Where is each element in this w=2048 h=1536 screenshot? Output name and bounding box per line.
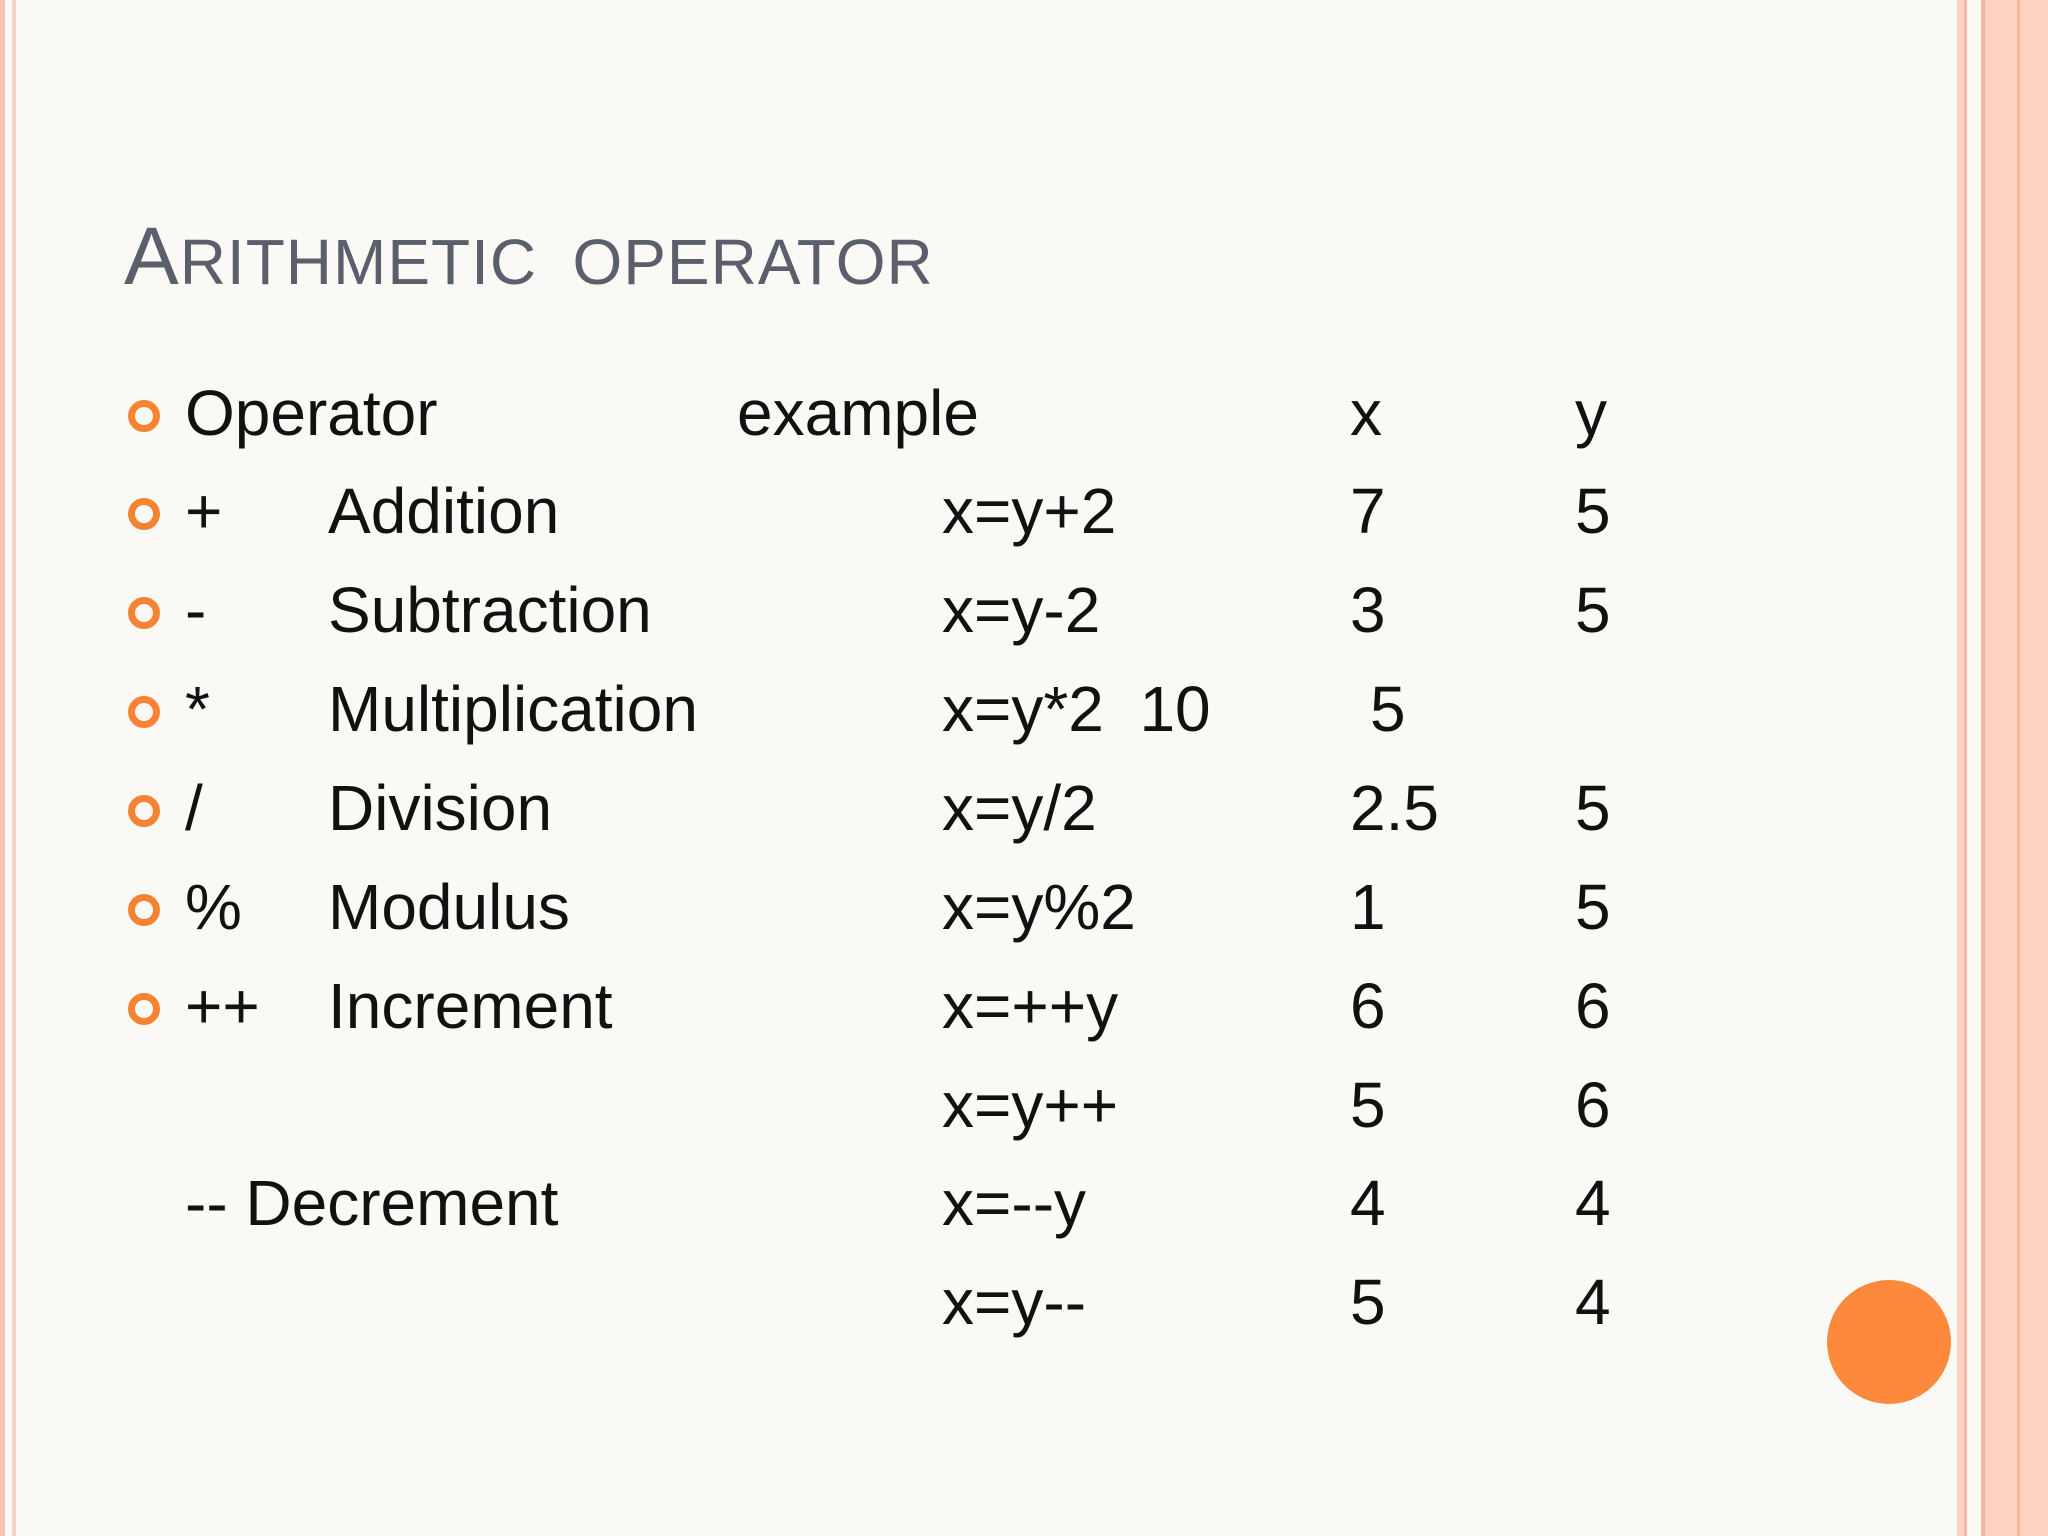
operator-symbol: +: [185, 475, 223, 547]
bullet-icon: [128, 400, 160, 432]
operator-name: Division: [328, 772, 553, 844]
operator-example: x=y++: [942, 1069, 1119, 1141]
operator-row: [0, 961, 1900, 1051]
operator-example: x=y+2: [942, 475, 1117, 547]
header-x: x: [1350, 377, 1382, 449]
bullet-icon: [128, 993, 160, 1025]
y-value: 5: [1575, 871, 1611, 943]
operator-symbol: ++: [185, 970, 260, 1042]
y-value: 6: [1575, 1069, 1611, 1141]
continuation-row: [0, 1060, 1900, 1150]
header-operator: Operator: [185, 377, 438, 449]
operator-row: [0, 664, 1900, 754]
row-label: -- Decrement: [185, 1167, 559, 1239]
right-border-line: [1981, 0, 1985, 1536]
bullet-icon: [128, 597, 160, 629]
operator-example: x=++y: [942, 970, 1119, 1042]
x-value: 1: [1350, 871, 1386, 943]
x-value: 4: [1350, 1167, 1386, 1239]
title-initial: A: [124, 211, 180, 302]
right-border: [1957, 0, 2048, 1536]
operator-row: [0, 862, 1900, 952]
bullet-icon: [128, 894, 160, 926]
x-value: 6: [1350, 970, 1386, 1042]
y-value: 4: [1575, 1167, 1611, 1239]
x-value: 5: [1350, 1266, 1386, 1338]
operator-symbol: *: [185, 673, 210, 745]
x-value: 3: [1350, 574, 1386, 646]
operator-example: x=y--: [942, 1266, 1086, 1338]
operator-example: x=y-2: [942, 574, 1101, 646]
y-value: 5: [1575, 574, 1611, 646]
y-value: 4: [1575, 1266, 1611, 1338]
operator-name: Multiplication: [328, 673, 698, 745]
operator-row: [0, 565, 1900, 655]
header-row: [0, 368, 1900, 458]
bullet-icon: [128, 696, 160, 728]
operator-name: Subtraction: [328, 574, 652, 646]
continuation-row: [0, 1158, 1900, 1248]
y-value: 5: [1575, 772, 1611, 844]
y-value: 6: [1575, 970, 1611, 1042]
x-value: 5: [1350, 1069, 1386, 1141]
operator-name: Addition: [328, 475, 560, 547]
header-example: example: [737, 377, 979, 449]
x-value: 2.5: [1350, 772, 1439, 844]
title-rest: RITHMETIC: [179, 226, 538, 298]
operator-name: Increment: [328, 970, 613, 1042]
operator-symbol: %: [185, 871, 242, 943]
operator-symbol: /: [185, 772, 203, 844]
right-border-gap: [1967, 0, 1981, 1536]
slide-title: [124, 210, 934, 304]
operator-example: x=y%2: [942, 871, 1136, 943]
title-second-word: OPERATOR: [572, 226, 934, 298]
operator-row: [0, 466, 1900, 556]
header-y: y: [1575, 377, 1607, 449]
bullet-icon: [128, 795, 160, 827]
operator-example: x=y/2: [942, 772, 1097, 844]
continuation-row: [0, 1257, 1900, 1347]
bullet-icon: [128, 498, 160, 530]
x-value: 7: [1350, 475, 1386, 547]
operator-symbol: -: [185, 574, 207, 646]
decorative-circle: [1827, 1280, 1951, 1404]
operator-name: Modulus: [328, 871, 570, 943]
right-border-line: [2017, 0, 2020, 1536]
operator-row: [0, 763, 1900, 853]
operator-example: x=--y: [942, 1167, 1086, 1239]
y-value: 5: [1575, 475, 1611, 547]
x-value: 5: [1370, 673, 1406, 745]
operator-example: x=y*2 10: [942, 673, 1211, 745]
